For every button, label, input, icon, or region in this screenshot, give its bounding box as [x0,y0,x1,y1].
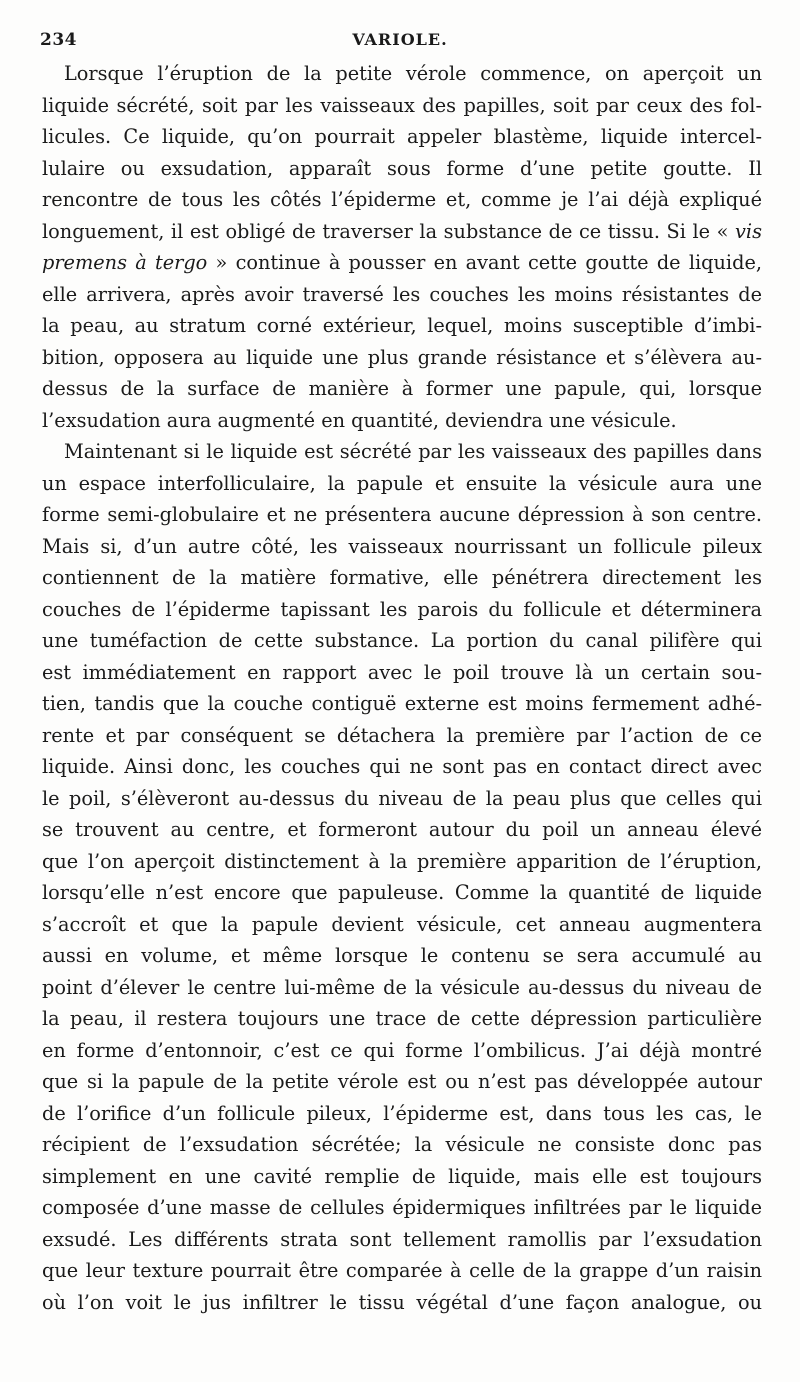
text-line: liquide. Ainsi donc, les couches qui ne sont pas en contact direct avec [42,755,762,778]
text-line: elle arrivera, après avoir traversé les couches les moins résistantes de [42,282,762,306]
text-line: contiennent de la matière formative, elle pénétrera directement les [42,566,762,589]
text-segment: » continue à pousser en avant cette goutte de liquide, [215,251,762,274]
italic-phrase: premens à tergo [42,251,208,274]
page-number: 234 [40,30,77,50]
section-title: VARIOLE. [352,30,448,49]
text-line: dessus de la surface de manière à former une papule, qui, lorsque [42,377,762,400]
text-line: bition, opposera au liquide une plus grande résistance et s’élèvera au- [42,345,762,369]
text-line: en forme d’entonnoir, c’est ce qui forme l’ombilicus. J’ai déjà montré [42,1038,762,1062]
text-line: une tuméfaction de cette substance. La portion du canal pilifère qui [42,629,762,652]
text-line: couches de l’épiderme tapissant les parois du follicule et déterminera [42,597,762,621]
text-line: lorsqu’elle n’est encore que papuleuse. Comme la quantité de liquide [42,881,762,904]
text-segment: longuement, il est obligé de traverser la substance de ce tissu. Si le « [42,219,729,243]
text-line: la peau, au stratum corné extérieur, lequel, moins susceptible d’imbi- [42,314,762,337]
text-line: la peau, il restera toujours une trace de cette dépression particulière [42,1007,762,1030]
text-line: l’exsudation aura augmenté en quantité, deviendra une vésicule. [42,408,677,432]
text-line: forme semi-globulaire et ne présentera aucune dépression à son centre. [42,503,762,526]
text-line: se trouvent au centre, et formeront autour du poil un anneau élevé [42,818,762,841]
text-line: simplement en une cavité remplie de liquide, mais elle est toujours [42,1164,762,1188]
text-line: le poil, s’élèveront au-dessus du niveau de la peau plus que celles qui [42,786,762,810]
text-line: rente et par conséquent se détachera la première par l’action de ce [42,723,762,747]
text-body [42,58,762,1318]
text-line: que l’on aperçoit distinctement à la première apparition de l’éruption, [42,849,762,873]
text-line [42,216,762,248]
text-line: Mais si, d’un autre côté, les vaisseaux nourrissant un follicule pileux [42,534,762,558]
text-line: Lorsque l’éruption de la petite vérole commence, on aperçoit un [64,62,762,85]
text-line: aussi en volume, et même lorsque le contenu se sera accumulé au [42,944,762,967]
text-line: point d’élever le centre lui-même de la vésicule au-dessus du niveau de [42,975,762,999]
text-line: composée d’une masse de cellules épidermiques infiltrées par le liquide [42,1196,762,1219]
text-line: de l’orifice d’un follicule pileux, l’épiderme est, dans tous les cas, le [42,1101,762,1125]
text-line: tien, tandis que la couche contiguë externe est moins fermement adhé- [42,692,762,715]
text-line: licules. Ce liquide, qu’on pourrait appeler blastème, liquide intercel- [42,125,762,148]
text-line: est immédiatement en rapport avec le poil trouve là un certain sou- [42,660,762,684]
text-line: un espace interfolliculaire, la papule et ensuite la vésicule aura une [42,471,762,495]
text-line: liquide sécrété, soit par les vaisseaux des papilles, soit par ceux des fol- [42,93,762,117]
text-line: exsudé. Les différents strata sont tellement ramollis par l’exsudation [42,1227,762,1251]
text-line: que si la papule de la petite vérole est ou n’est pas développée autour [42,1070,762,1093]
text-line: où l’on voit le jus infiltrer le tissu végétal d’une façon analogue, ou [42,1290,762,1314]
text-line: lulaire ou exsudation, apparaît sous forme d’une petite goutte. Il [42,156,762,180]
text-line: s’accroît et que la papule devient vésicule, cet anneau augmentera [42,912,762,936]
text-line: récipient de l’exsudation sécrétée; la vésicule ne consiste donc pas [42,1133,762,1156]
running-head [40,30,760,54]
italic-phrase: vis [735,219,762,243]
text-line: que leur texture pourrait être comparée à celle de la grappe d’un raisin [42,1259,762,1282]
text-line [42,247,762,279]
text-line: Maintenant si le liquide est sécrété par les vaisseaux des papilles dans [64,440,762,463]
text-line: rencontre de tous les côtés l’épiderme et, comme je l’ai déjà expliqué [42,188,762,211]
